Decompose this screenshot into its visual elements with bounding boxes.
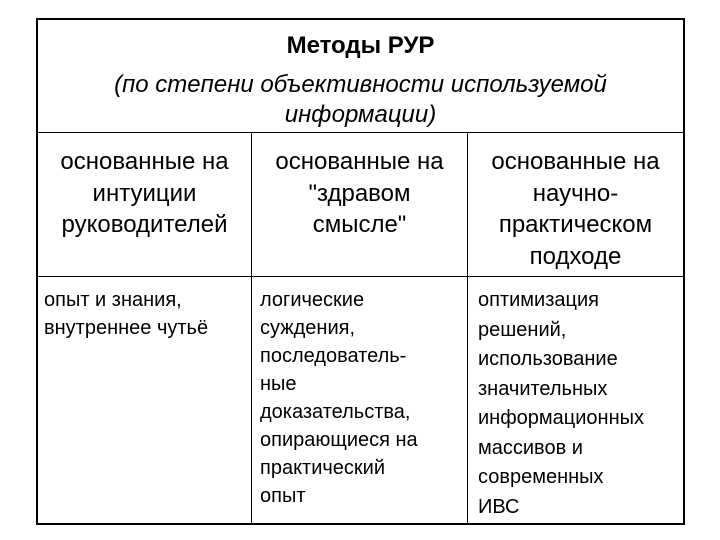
- header-row-divider: [38, 276, 683, 277]
- table-title-cell: [38, 20, 683, 133]
- column-content-intuition: опыт и знания, внутреннее чутьё: [44, 289, 209, 339]
- table-title: Методы РУР: [286, 32, 435, 59]
- table-subtitle-line-2: информации): [284, 101, 437, 128]
- column-content-common-sense: логические суждения, последователь- ные доказательства, опирающиеся на практический опыт: [260, 289, 418, 507]
- methods-table: [36, 18, 685, 525]
- column-header-common-sense: основанные на "здравом смысле": [275, 148, 444, 238]
- column-header-intuition: основанные на интуиции руководителей: [60, 148, 229, 238]
- column-header-scientific: основанные на научно- практическом подходе: [491, 148, 660, 270]
- column-content-scientific: оптимизация решений, использование значительных информационных массивов и современных ИВС: [478, 289, 645, 518]
- table-subtitle-line-1: (по степени объективности используемой: [114, 71, 607, 98]
